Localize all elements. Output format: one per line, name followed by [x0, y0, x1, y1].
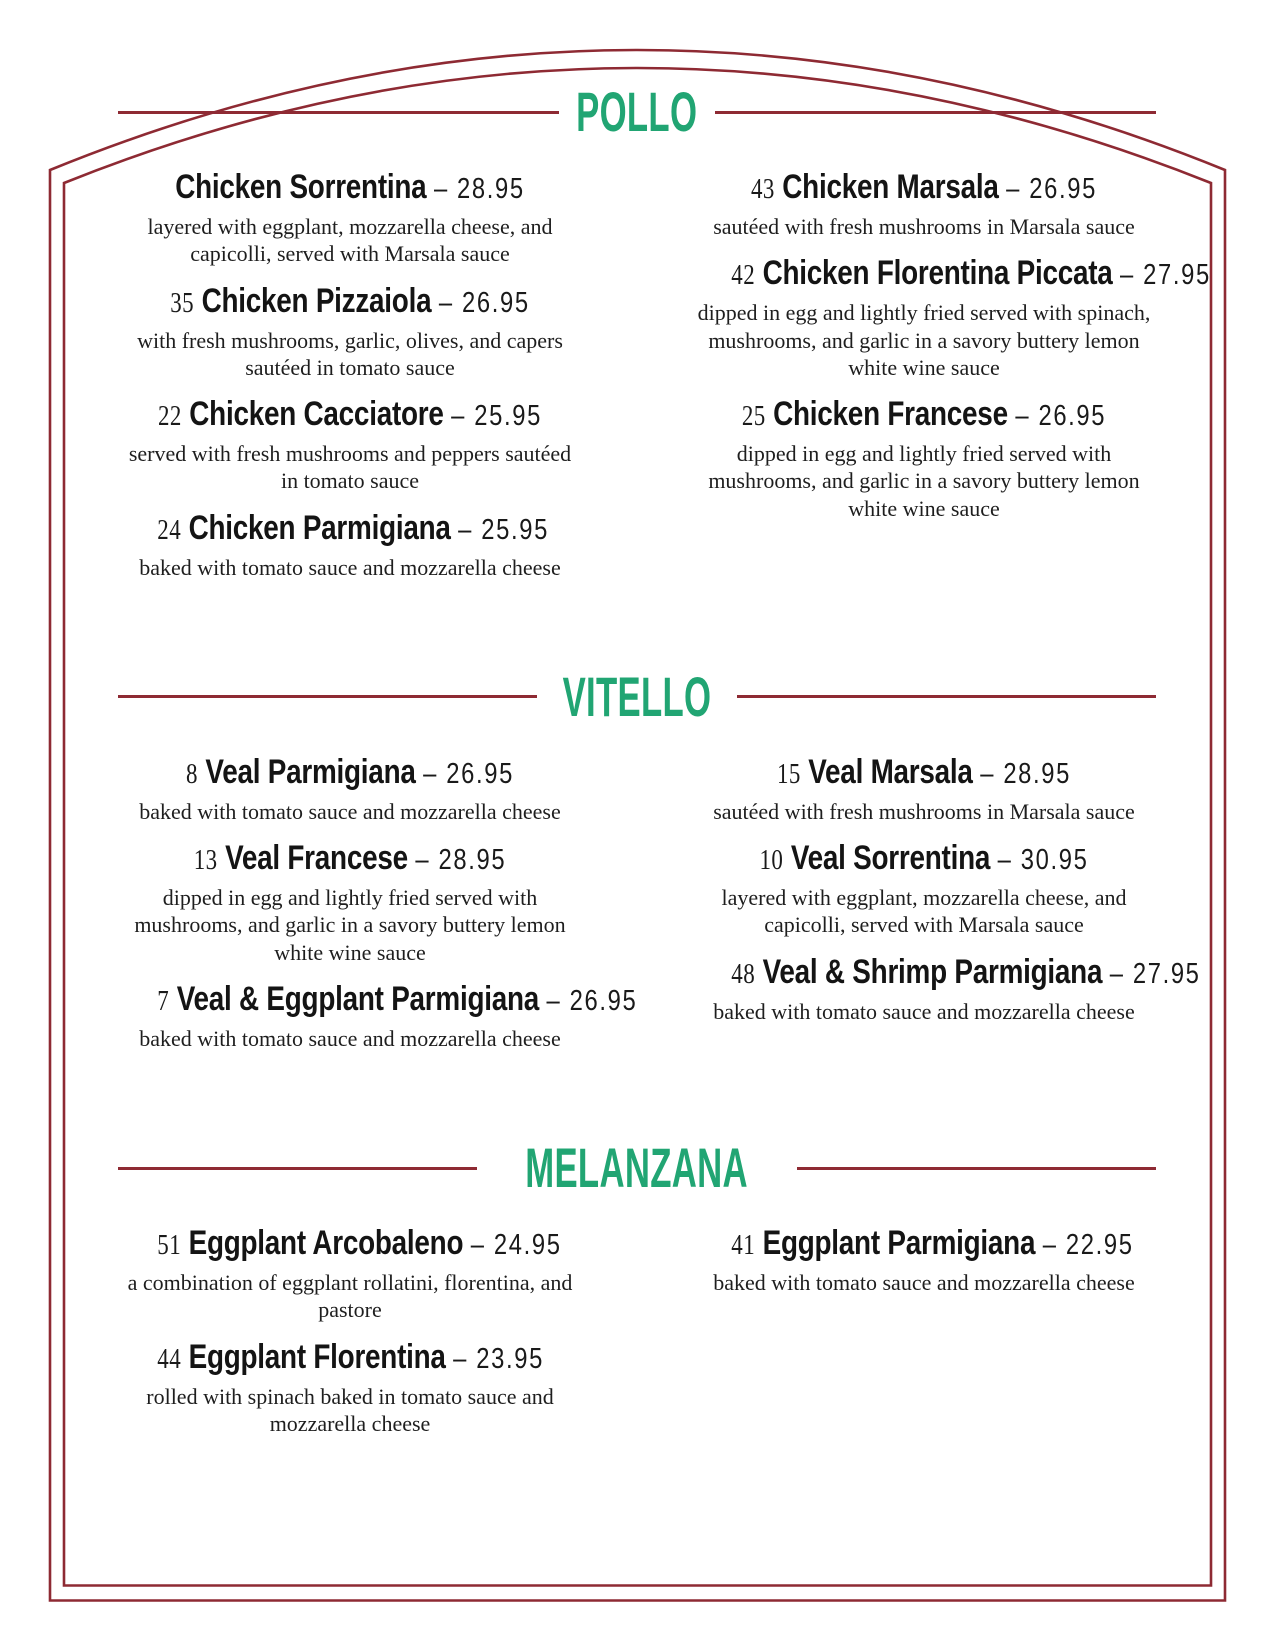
- heading-divider-right: [797, 1167, 1156, 1170]
- heading-divider-left: [118, 1167, 477, 1170]
- menu-item-title: [157, 752, 542, 792]
- menu-item-description: dipped in egg and lightly fried served with mushrooms, and garlic in a savory buttery lemon white wine sauce: [708, 441, 1140, 521]
- menu-content: [64, 0, 1210, 1453]
- menu-item-description: served with fresh mushrooms and peppers sautéed in tomato sauce: [128, 441, 572, 494]
- menu-item-number: 7: [157, 985, 170, 1017]
- heading-divider-left: [118, 111, 559, 114]
- menu-item-number: 10: [759, 845, 784, 877]
- menu-item-description: layered with eggplant, mozzarella cheese, and capicolli, served with Marsala sauce: [147, 214, 553, 267]
- menu-item-description: dipped in egg and lightly fried served with mushrooms, and garlic in a savory buttery lemon white wine sauce: [134, 885, 566, 965]
- menu-item-number: 44: [157, 1343, 182, 1375]
- menu-item-name: Eggplant Parmigiana: [762, 1224, 1036, 1263]
- menu-item: [689, 254, 1211, 381]
- menu-item-description: layered with eggplant, mozzarella cheese, and capicolli, served with Marsala sauce: [721, 885, 1127, 938]
- menu-item-title: [157, 1224, 562, 1263]
- heading-divider-left: [118, 695, 537, 698]
- menu-item-title: [157, 841, 542, 878]
- menu-item-price: – 27.95: [1109, 957, 1201, 990]
- menu-item-name: Chicken Pizzaiola: [201, 281, 432, 320]
- section-heading: [64, 1136, 1210, 1200]
- section-heading: [64, 80, 1210, 143]
- menu-item-name: Veal Francese: [225, 839, 408, 878]
- menu-item-price: – 28.95: [980, 757, 1072, 790]
- section-columns: [64, 170, 1210, 597]
- menu-item-name: Veal Parmigiana: [205, 752, 416, 791]
- menu-item-title: [157, 979, 638, 1019]
- menu-item-name: Chicken Parmigiana: [188, 508, 451, 547]
- menu-item-title: [157, 170, 542, 207]
- column-right: [652, 1226, 1196, 1453]
- menu-item: [115, 1226, 585, 1324]
- menu-item-price: – 23.95: [453, 1342, 545, 1375]
- menu-item-name: Chicken Marsala: [782, 168, 999, 206]
- menu-item-description: sautéed with fresh mushrooms in Marsala sauce: [713, 798, 1135, 824]
- menu-item: [689, 170, 1159, 240]
- menu-item: [689, 1226, 1159, 1296]
- menu-item-title: [731, 841, 1116, 878]
- menu-item-price: – 24.95: [470, 1229, 562, 1262]
- menu-item-number: 41: [731, 1230, 756, 1262]
- column-right: [652, 168, 1211, 597]
- menu-item-price: – 28.95: [415, 844, 507, 877]
- menu-item-description: with fresh mushrooms, garlic, olives, and capers sautéed in tomato sauce: [137, 327, 563, 380]
- menu-item-name: Eggplant Arcobaleno: [188, 1224, 464, 1263]
- menu-item-number: 13: [193, 845, 218, 877]
- column-left: [78, 1226, 622, 1453]
- menu-item: [689, 841, 1159, 939]
- menu-item-title: [731, 952, 1201, 992]
- menu-item-price: – 26.95: [546, 984, 638, 1017]
- menu-item-number: 48: [731, 958, 756, 990]
- menu-item-title: [731, 397, 1116, 434]
- menu-item-name: Veal & Eggplant Parmigiana: [176, 979, 540, 1018]
- menu-item: [115, 1337, 585, 1438]
- menu-item-name: Veal Sorrentina: [790, 839, 991, 878]
- menu-item: [115, 170, 585, 268]
- column-right: [652, 752, 1201, 1068]
- menu-item-title: [157, 508, 550, 548]
- menu-item-price: – 26.95: [1006, 173, 1097, 205]
- menu-item-number: 51: [157, 1230, 182, 1262]
- menu-item-number: 15: [776, 758, 801, 790]
- menu-item-title: [731, 170, 1116, 207]
- menu-item-price: – 26.95: [438, 286, 530, 319]
- column-left: [78, 170, 622, 597]
- menu-item-title: [731, 1224, 1134, 1263]
- menu-item-title: [157, 397, 542, 434]
- menu-item-description: a combination of eggplant rollatini, florentina, and pastore: [127, 1270, 573, 1323]
- menu-item-price: – 28.95: [433, 173, 525, 205]
- section-pollo: [64, 80, 1211, 597]
- menu-item-number: 43: [751, 174, 775, 205]
- menu-item: [115, 752, 585, 825]
- heading-divider-right: [715, 111, 1156, 114]
- heading-divider-right: [737, 695, 1156, 698]
- column-left: [78, 752, 638, 1068]
- section-columns: [64, 752, 1210, 1068]
- menu-item: [689, 952, 1201, 1025]
- menu-item-price: – 27.95: [1120, 259, 1211, 292]
- menu-item-description: baked with tomato sauce and mozzarella cheese: [713, 998, 1135, 1024]
- menu-item: [115, 397, 585, 495]
- menu-item-description: baked with tomato sauce and mozzarella cheese: [139, 554, 561, 580]
- section-title: POLLO: [576, 80, 698, 143]
- menu-item-description: rolled with spinach baked in tomato sauce and mozzarella cheese: [146, 1383, 554, 1436]
- menu-item: [115, 281, 585, 382]
- menu-item-description: baked with tomato sauce and mozzarella cheese: [139, 1025, 561, 1051]
- section-title: MELANZANA: [525, 1136, 749, 1200]
- menu-item: [115, 841, 585, 966]
- section-vitello: [64, 664, 1210, 1068]
- menu-item: [689, 752, 1159, 825]
- menu-item: [115, 979, 638, 1052]
- menu-item-number: 8: [186, 758, 198, 790]
- menu-item-name: Chicken Cacciatore: [189, 395, 444, 434]
- menu-item-name: Chicken Francese: [773, 395, 1008, 434]
- menu-item-price: – 22.95: [1042, 1229, 1134, 1262]
- menu-item-price: – 26.95: [1015, 400, 1107, 433]
- menu-item-price: – 30.95: [997, 844, 1089, 877]
- section-heading: [64, 664, 1210, 728]
- menu-item-name: Veal Marsala: [808, 752, 973, 791]
- menu-item-number: 24: [157, 514, 182, 546]
- menu-item-name: Chicken Florentina Piccata: [762, 254, 1113, 293]
- menu-item-price: – 25.95: [451, 400, 542, 433]
- menu-item-number: 25: [741, 401, 766, 433]
- menu-item-price: – 25.95: [458, 513, 550, 546]
- menu-item-name: Eggplant Florentina: [188, 1337, 446, 1376]
- menu-item-number: 35: [170, 287, 195, 319]
- menu-item-title: [157, 281, 542, 321]
- menu-item-description: baked with tomato sauce and mozzarella cheese: [713, 1270, 1135, 1296]
- menu-item-number: 42: [731, 260, 756, 292]
- menu-item-title: [731, 752, 1116, 792]
- menu-item-title: [157, 1337, 545, 1377]
- menu-item: [115, 508, 585, 581]
- menu-item-description: sautéed with fresh mushrooms in Marsala sauce: [713, 214, 1135, 239]
- menu-item-description: dipped in egg and lightly fried served with spinach, mushrooms, and garlic in a savory buttery lemon white wine sauce: [697, 300, 1151, 380]
- menu-item-name: Chicken Sorrentina: [175, 168, 427, 206]
- section-columns: [64, 1226, 1210, 1453]
- menu-item-price: – 26.95: [423, 757, 514, 790]
- menu-item-title: [731, 254, 1211, 293]
- menu-item-number: 22: [158, 401, 182, 433]
- menu-item-description: baked with tomato sauce and mozzarella cheese: [139, 798, 561, 824]
- menu-item-name: Veal & Shrimp Parmigiana: [762, 952, 1103, 991]
- menu-item: [689, 397, 1159, 522]
- section-melanzana: [64, 1136, 1210, 1453]
- section-title: VITELLO: [562, 664, 712, 728]
